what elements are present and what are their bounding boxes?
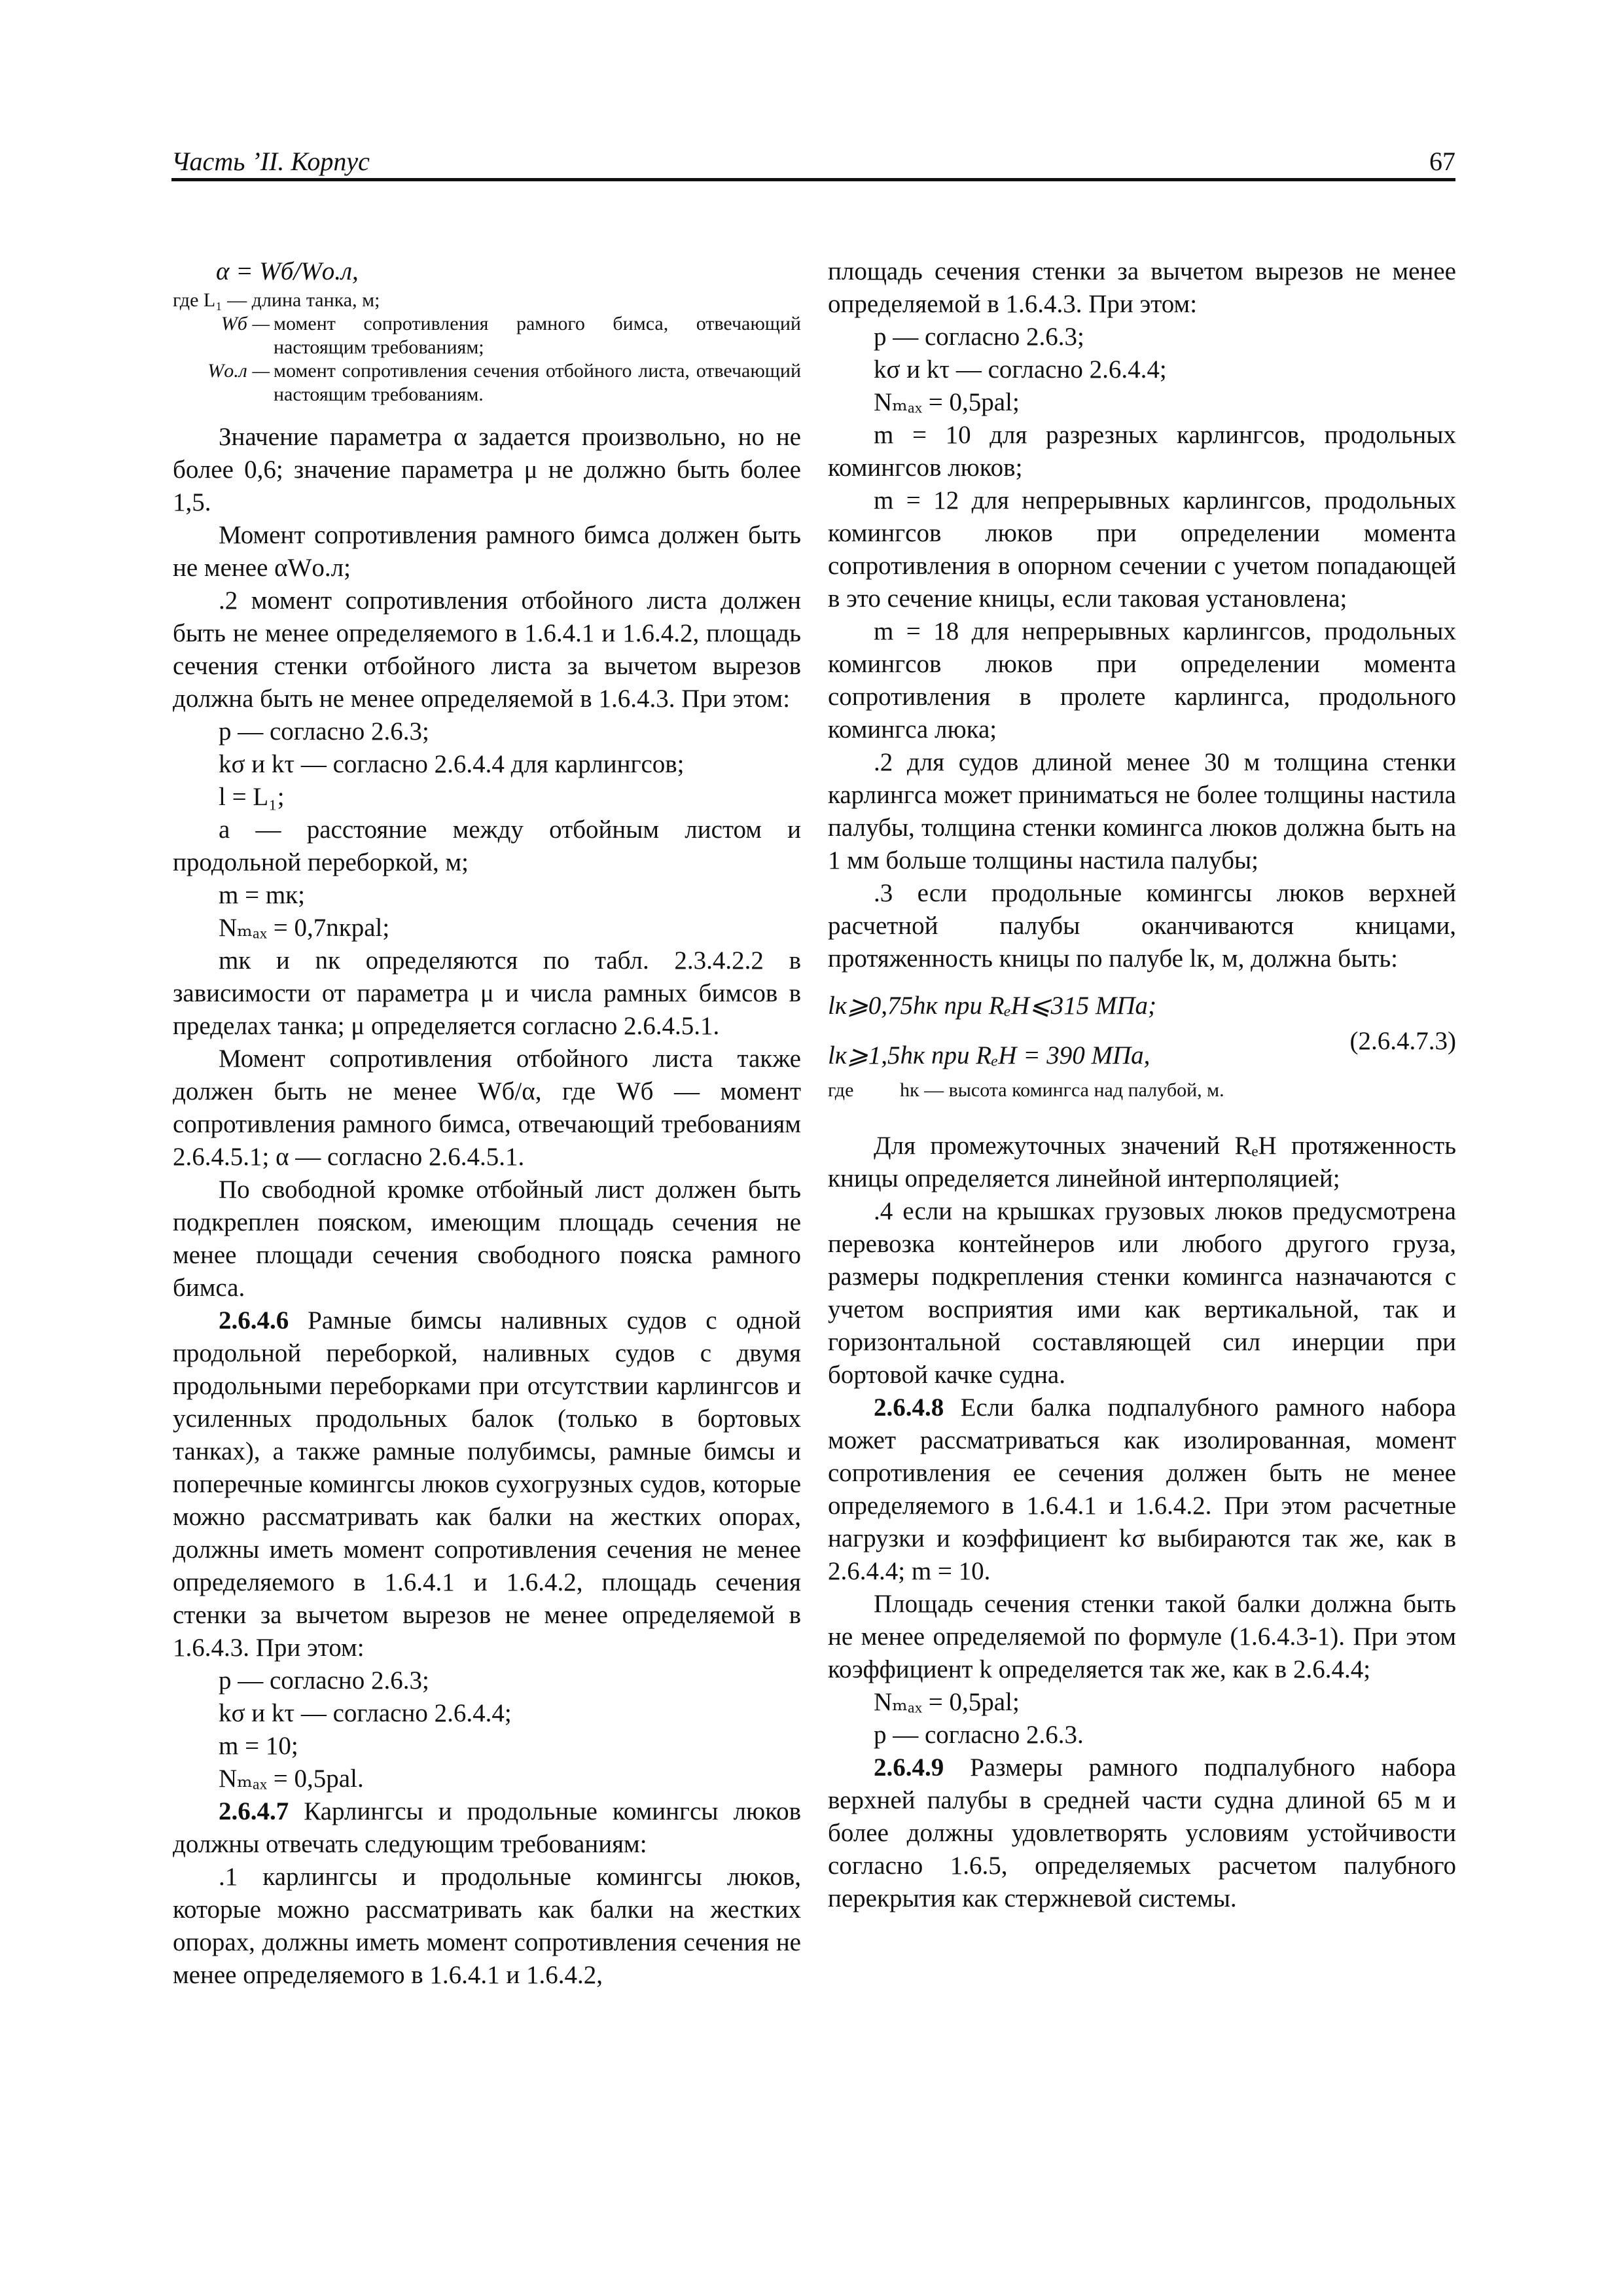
definition-text: момент сопротивления сечения отбойного листа, отвечающий настоящим требованиям. (274, 360, 801, 405)
page-number: 67 (1429, 147, 1455, 176)
section-2-6-4-7 (173, 1795, 801, 1861)
section-2-6-4-6 (173, 1304, 801, 1664)
list-line: kσ и kτ — согласно 2.6.4.4; (874, 355, 1167, 384)
equation-line-1: lк⩾0,75hк при RₑH⩽315 МПа; (828, 992, 1157, 1020)
paragraph: mк и nк определяются по табл. 2.3.4.2.2 в зависимости от параметра μ и числа рамных бимсов в пределах танка; μ определяется согласно 2.6.4.5.1. (173, 946, 801, 1040)
section-text: Если балка подпалубного рамного набора может рассматриваться как изолированная, момент сопротивления ее сечения должен быть не менее определяемого в 1.6.4.1 и 1.6.4.2. При этом расчетные нагрузки и коэффициент kσ выбираются так же, как в 2.6.4.4; m = 10. (828, 1393, 1456, 1585)
list-line: l = L₁; (219, 783, 285, 811)
definition-W6 (173, 312, 801, 359)
paragraph: .1 карлингсы и продольные комингсы люков, которые можно рассматривать как балки на жестких опорах, должны иметь момент сопротивления сечения не менее определяемого в 1.6.4.1 и 1.6.4.2, (173, 1863, 801, 1989)
paragraph: .3 если продольные комингсы люков верхней расчетной палубы оканчиваются кницами, протяженность кницы по палубе lк, м, должна быть: (828, 879, 1456, 973)
left-column (173, 255, 801, 1992)
list-line: kσ и kτ — согласно 2.6.4.4; (219, 1699, 512, 1727)
paragraph: m = 10 для разрезных карлингсов, продольных комингсов люков; (828, 421, 1456, 482)
list-line: Nₘₐₓ = 0,5pal; (874, 388, 1020, 416)
paragraph: m = 18 для непрерывных карлингсов, продольных комингсов люков при определении момента сопротивления в пролете карлингса, продольного комингса люка; (828, 617, 1456, 744)
paragraph: Для промежуточных значений RₑH протяженность кницы определяется линейной интерполяцией; (828, 1132, 1456, 1193)
list-line: Nₘₐₓ = 0,7nкpal; (219, 914, 390, 942)
where-definition (828, 1077, 1456, 1103)
where-L1: где L₁ — длина танка, м; (173, 289, 380, 311)
list-line: p — согласно 2.6.3; (219, 717, 429, 745)
list-line: Nₘₐₓ = 0,5pal; (874, 1688, 1020, 1716)
paragraph: .2 момент сопротивления отбойного листа должен быть не менее определяемого в 1.6.4.1 и 1.6.4.2, площадь сечения стенки отбойного листа за вычетом вырезов должна быть не менее определяемой в 1.6.4.3. При этом: (173, 586, 801, 713)
list-line: m = 10; (219, 1732, 298, 1760)
section-2-6-4-8 (828, 1391, 1456, 1588)
paragraph: Значение параметра α задается произвольно, но не более 0,6; значение параметра μ не должно быть более 1,5. (173, 423, 801, 516)
definition-Wol (173, 359, 801, 406)
section-2-6-4-9 (828, 1751, 1456, 1915)
section-number: 2.6.4.6 (219, 1306, 289, 1335)
section-number: 2.6.4.9 (874, 1753, 944, 1782)
right-column (828, 255, 1456, 1915)
section-number: 2.6.4.8 (874, 1393, 944, 1422)
equation-number: (2.6.4.7.3) (1349, 1027, 1456, 1055)
section-text: Карлингсы и продольные комингсы люков должны отвечать следующим требованиям: (173, 1797, 801, 1858)
definition-label: Wо.л — (207, 360, 270, 382)
list-line: p — согласно 2.6.3. (874, 1721, 1084, 1749)
where-label: где (828, 1079, 854, 1101)
section-number: 2.6.4.7 (219, 1797, 289, 1825)
running-title: Часть ’II. Корпус (171, 147, 370, 176)
header-rule (171, 178, 1455, 181)
paragraph: .4 если на крышках грузовых люков предусмотрена перевозка контейнеров или любого другого груза, размеры подкрепления стенки комингса назначаются с учетом восприятия ими как вертикальной, так и горизонтальной составляющей сил инерции при бортовой качке судна. (828, 1197, 1456, 1389)
formula-alpha: α = Wб/Wо.л, (216, 257, 359, 285)
list-line: p — согласно 2.6.3; (219, 1666, 429, 1695)
definition-text: момент сопротивления рамного бимса, отвечающий настоящим требованиям; (274, 313, 801, 358)
definition-label: Wб — (221, 313, 270, 334)
page-header (171, 145, 1455, 178)
where-text: hк — высота комингса над палубой, м. (900, 1079, 1224, 1101)
list-line: Nₘₐₓ = 0,5pal. (219, 1765, 364, 1793)
section-text: Рамные бимсы наливных судов с одной продольной переборкой, наливных судов с двумя продольными переборками при отсутствии карлингсов и усиленных продольных балок (только в бортовых танках), а также рамные полубимсы, рамные бимсы и поперечные комингсы люков сухогрузных судов, которые можно рассматривать как балки на жестких опорах, должны иметь момент сопротивления сечения не менее определяемого в 1.6.4.1 и 1.6.4.2, площадь сечения стенки за вычетом вырезов не менее определяемой в 1.6.4.3. При этом: (173, 1306, 801, 1662)
paragraph: Момент сопротивления отбойного листа также должен быть не менее Wб/α, где Wб — момент сопротивления рамного бимса, отвечающий требованиям 2.6.4.5.1; α — согласно 2.6.4.5.1. (173, 1045, 801, 1171)
paragraph: Момент сопротивления рамного бимса должен быть не менее αWо.л; (173, 521, 801, 582)
equation-line-2: lк⩾1,5hк при RₑH = 390 МПа, (828, 1041, 1150, 1069)
list-line: m = mк; (219, 881, 305, 909)
section-text: Размеры рамного подпалубного набора верхней палубы в средней части судна длиной 65 м и более должны удовлетворять условиям устойчивости согласно 1.6.5, определяемых расчетом палубного перекрытия как стержневой системы. (828, 1753, 1456, 1912)
paragraph: площадь сечения стенки за вычетом вырезов не менее определяемой в 1.6.4.3. При этом: (828, 257, 1456, 318)
paragraph: m = 12 для непрерывных карлингсов, продольных комингсов люков при определении момента сопротивления в опорном сечении с учетом попадающей в это сечение кницы, если таковая установлена; (828, 486, 1456, 613)
list-line: a — расстояние между отбойным листом и продольной переборкой, м; (173, 816, 801, 876)
list-line: kσ и kτ — согласно 2.6.4.4 для карлингсов; (219, 750, 685, 778)
paragraph: Площадь сечения стенки такой балки должна быть не менее определяемой по формуле (1.6.4.3-1). При этом коэффициент k определяется так же, как в 2.6.4.4; (828, 1590, 1456, 1683)
paragraph: По свободной кромке отбойный лист должен быть подкреплен пояском, имеющим площадь сечения не менее площади сечения свободного пояска рамного бимса. (173, 1175, 801, 1302)
list-line: p — согласно 2.6.3; (874, 323, 1084, 351)
paragraph: .2 для судов длиной менее 30 м толщина стенки карлингса может приниматься не более толщины настила палубы, толщина стенки комингса люков должна быть на 1 мм больше толщины настила палубы; (828, 748, 1456, 874)
